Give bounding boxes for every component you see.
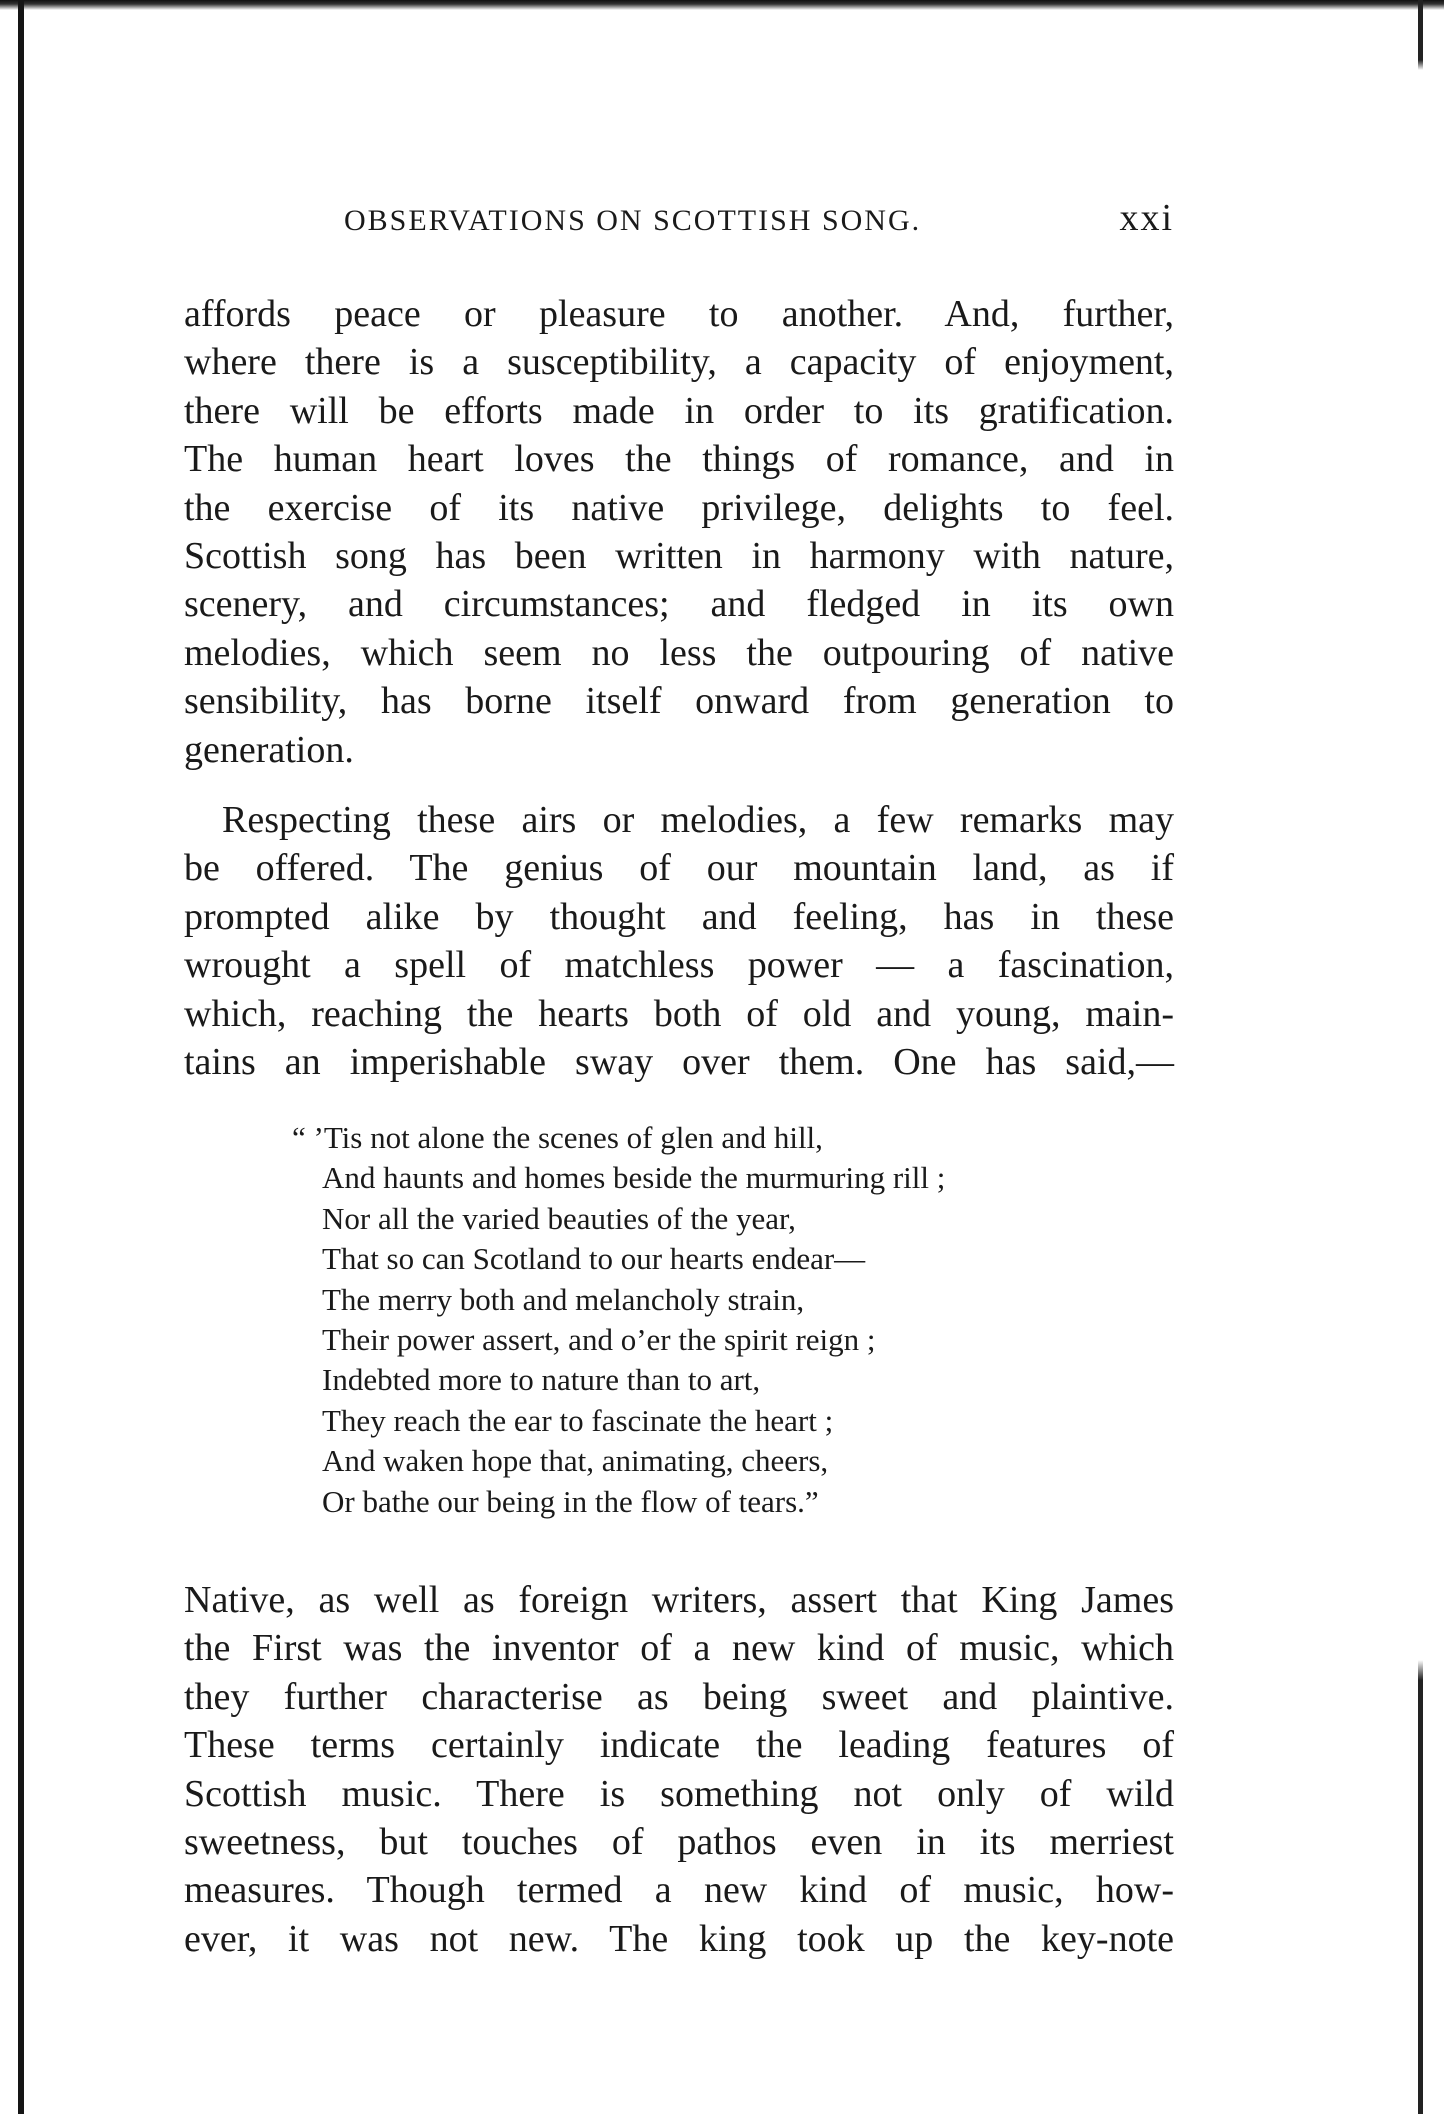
text-line: scenery, and circumstances; and fledged in its own	[184, 583, 1174, 626]
running-title: OBSERVATIONS ON SCOTTISH SONG.	[344, 204, 922, 237]
verse-line: Or bathe our being in the flow of tears.”	[322, 1483, 819, 1519]
text-line: where there is a susceptibility, a capacity of enjoyment,	[184, 341, 1174, 384]
text-line: sweetness, but touches of pathos even in its merriest	[184, 1820, 1174, 1863]
text-line: measures. Though termed a new kind of music, how-	[184, 1869, 1174, 1912]
verse-line: Indebted more to nature than to art,	[322, 1362, 761, 1398]
paragraph-1	[184, 290, 1174, 774]
scan-right-edge	[1418, 0, 1423, 2114]
text-line: Respecting these airs or melodies, a few remarks may	[222, 799, 1174, 841]
running-head	[184, 196, 1174, 246]
text-line: The human heart loves the things of romance, and in	[184, 438, 1174, 481]
verse-line: Nor all the varied beauties of the year,	[322, 1200, 796, 1236]
verse-line: They reach the ear to fascinate the heart ;	[322, 1402, 834, 1438]
text-line: affords peace or pleasure to another. And, further,	[184, 293, 1174, 335]
scan-top-edge	[0, 0, 1444, 10]
text-line: ever, it was not new. The king took up the key-note	[184, 1917, 1174, 1960]
text-line: there will be efforts made in order to its gratification.	[184, 389, 1174, 432]
verse-line: And waken hope that, animating, cheers,	[322, 1443, 829, 1479]
text-line: These terms certainly indicate the leading features of	[184, 1724, 1174, 1767]
text-line: Scottish song has been written in harmony with nature,	[184, 534, 1174, 577]
verse-line: That so can Scotland to our hearts endear—	[322, 1241, 866, 1277]
text-line: generation.	[184, 728, 354, 771]
text-line: the exercise of its native privilege, delights to feel.	[184, 486, 1174, 529]
verse-line: Their power assert, and o’er the spirit reign ;	[322, 1321, 876, 1357]
verse-line: “ ’Tis not alone the scenes of glen and hill,	[292, 1120, 823, 1155]
text-line: be offered. The genius of our mountain land, as if	[184, 847, 1174, 890]
scan-left-edge	[18, 0, 24, 2114]
text-line: wrought a spell of matchless power — a fascination,	[184, 944, 1174, 987]
text-line: Scottish music. There is something not only of wild	[184, 1772, 1174, 1815]
text-line: melodies, which seem no less the outpouring of native	[184, 631, 1174, 674]
verse-quotation	[292, 1118, 1152, 1522]
verse-line: The merry both and melancholy strain,	[322, 1281, 805, 1317]
verse-line: And haunts and homes beside the murmuring rill ;	[322, 1160, 946, 1196]
text-line: which, reaching the hearts both of old and young, main-	[184, 992, 1174, 1035]
text-line: they further characterise as being sweet and plaintive.	[184, 1675, 1174, 1718]
page-number: xxi	[1119, 197, 1174, 239]
text-line: prompted alike by thought and feeling, has in these	[184, 895, 1174, 938]
text-line: sensibility, has borne itself onward from generation to	[184, 680, 1174, 723]
text-line: the First was the inventor of a new kind of music, which	[184, 1627, 1174, 1670]
paragraph-2	[184, 796, 1174, 1086]
text-line: tains an imperishable sway over them. One has said,—	[184, 1040, 1174, 1083]
text-line: Native, as well as foreign writers, assert that King James	[184, 1579, 1174, 1621]
paragraph-3	[184, 1576, 1174, 1963]
